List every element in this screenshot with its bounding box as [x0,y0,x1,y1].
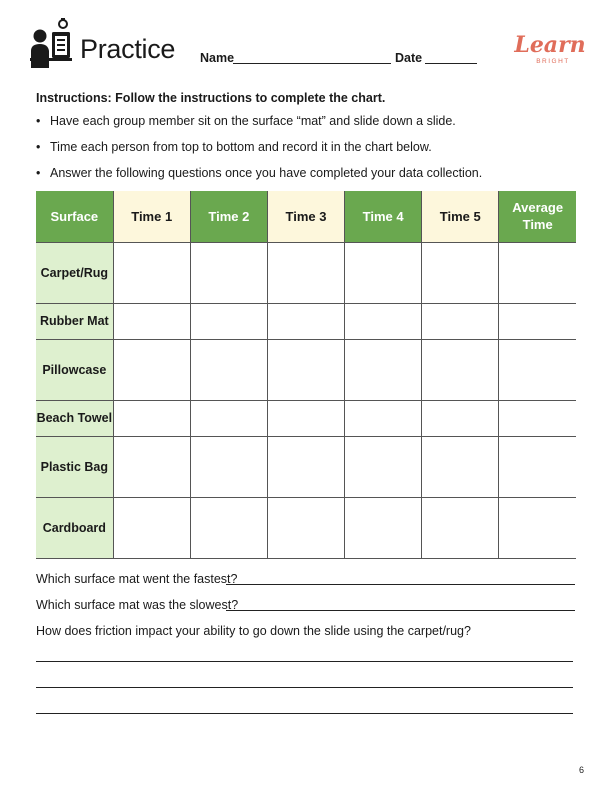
time-cell[interactable] [345,400,422,436]
time-cell[interactable] [190,497,267,558]
answer-line[interactable] [36,661,573,662]
answer-line[interactable] [36,687,573,688]
time-cell[interactable] [422,303,499,339]
average-cell[interactable] [499,400,576,436]
surface-cell: Pillowcase [36,339,113,400]
time-cell[interactable] [267,436,344,497]
time-cell[interactable] [422,339,499,400]
time-cell[interactable] [345,497,422,558]
time-cell[interactable] [113,497,190,558]
average-cell[interactable] [499,436,576,497]
time-cell[interactable] [113,339,190,400]
answer-line[interactable] [36,713,573,714]
name-field[interactable] [233,63,391,64]
svg-text:BRIGHT: BRIGHT [536,58,570,65]
time-cell[interactable] [113,242,190,303]
header-average-time: Average Time [499,191,576,242]
surface-cell: Plastic Bag [36,436,113,497]
page-title: Practice [80,34,176,64]
page-number: 6 [578,765,584,775]
time-cell[interactable] [113,303,190,339]
header-surface: Surface [36,191,113,242]
table-row [36,242,576,303]
table-row [36,436,576,497]
average-cell[interactable] [499,303,576,339]
time-cell[interactable] [422,400,499,436]
time-cell[interactable] [267,303,344,339]
table-row [36,497,576,558]
table-row [36,303,576,339]
average-cell[interactable] [499,339,576,400]
table-header-row [36,191,576,242]
time-cell[interactable] [267,497,344,558]
time-cell[interactable] [345,303,422,339]
time-cell[interactable] [422,242,499,303]
time-cell[interactable] [190,400,267,436]
instructions-heading: Instructions: Follow the instructions to complete the chart. [36,91,386,105]
header-time-3: Time 3 [267,191,344,242]
average-cell[interactable] [499,497,576,558]
time-cell[interactable] [190,242,267,303]
time-cell[interactable] [422,497,499,558]
date-field[interactable] [425,63,477,64]
surface-cell: Carpet/Rug [36,242,113,303]
table-row [36,400,576,436]
header-time-2: Time 2 [190,191,267,242]
time-cell[interactable] [345,339,422,400]
instruction-item: • Have each group member sit on the surface “mat” and slide down a slide. [36,114,482,140]
time-cell[interactable] [190,436,267,497]
time-cell[interactable] [267,339,344,400]
surface-cell: Beach Towel [36,400,113,436]
average-cell[interactable] [499,242,576,303]
surface-cell: Rubber Mat [36,303,113,339]
table-row [36,339,576,400]
learn-bright-logo [514,28,586,70]
time-cell[interactable] [422,436,499,497]
date-label: Date [395,51,423,65]
answer-slowest-field[interactable] [226,610,575,611]
instruction-item: • Time each person from top to bottom and record it in the chart below. [36,140,482,166]
header-time-5: Time 5 [422,191,499,242]
question-friction: How does friction impact your ability to go down the slide using the carpet/rug? [36,624,471,638]
name-label: Name [200,51,235,65]
time-cell[interactable] [267,400,344,436]
time-cell[interactable] [113,436,190,497]
time-cell[interactable] [345,436,422,497]
time-cell[interactable] [190,339,267,400]
time-cell[interactable] [113,400,190,436]
instruction-list [36,114,482,192]
question-fastest: Which surface mat went the fastest? [36,572,238,586]
svg-text:Learn: Learn [514,32,586,58]
header-time-1: Time 1 [113,191,190,242]
answer-fastest-field[interactable] [226,584,575,585]
time-cell[interactable] [267,242,344,303]
time-cell[interactable] [190,303,267,339]
time-cell[interactable] [345,242,422,303]
question-slowest: Which surface mat was the slowest? [36,598,239,612]
person-clipboard-icon [30,18,74,70]
surface-cell: Cardboard [36,497,113,558]
data-chart [36,191,576,559]
header-time-4: Time 4 [345,191,422,242]
instruction-item: • Answer the following questions once you have completed your data collection. [36,166,482,192]
page-header [30,18,586,76]
